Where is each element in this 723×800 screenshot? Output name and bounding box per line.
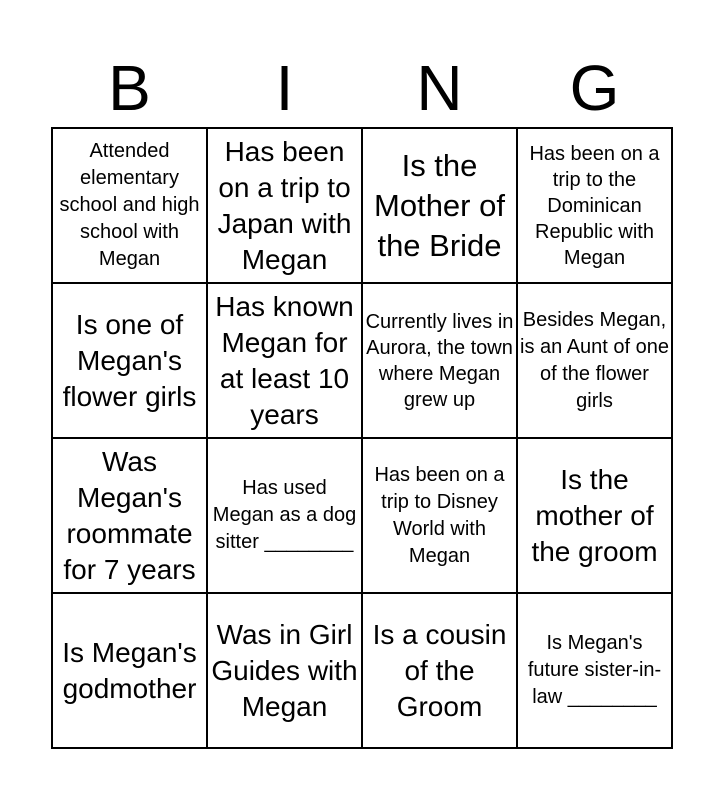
bingo-cell-text: Has been on a trip to Disney World with Megan <box>374 463 505 567</box>
bingo-header <box>52 48 672 128</box>
header-letter-b: B <box>108 52 151 124</box>
header-letter-i: I <box>275 52 294 124</box>
bingo-cell-text: Is the Mother of the Bride <box>374 147 505 263</box>
bingo-cell-text: Was in Girl Guides with Megan <box>211 618 358 722</box>
bingo-cell-text: Is one of Megan's flower girls <box>62 308 197 412</box>
bingo-cell-7[interactable] <box>363 284 518 439</box>
bingo-cell-text: Currently lives in Aurora, the town where Megan grew up <box>365 310 514 411</box>
bingo-cell-4[interactable] <box>518 129 673 284</box>
bingo-cell-text: Is Megan's godmother <box>62 636 197 704</box>
header-letter-n: N <box>416 52 463 124</box>
bingo-cell-13[interactable] <box>53 594 208 749</box>
bingo-cell-9[interactable] <box>53 439 208 594</box>
bingo-cell-text: Has used Megan as a dog sitter ________ <box>212 477 357 553</box>
bingo-cell-11[interactable] <box>363 439 518 594</box>
bingo-cell-16[interactable] <box>518 594 673 749</box>
bingo-cell-text: Has been on a trip to Japan with Megan <box>217 135 352 275</box>
bingo-cell-text: Has been on a trip to the Dominican Republic with Megan <box>529 142 660 269</box>
bingo-cell-text: Attended elementary school and high school with Megan <box>59 140 200 270</box>
bingo-cell-12[interactable] <box>518 439 673 594</box>
bingo-cell-6[interactable] <box>208 284 363 439</box>
bingo-cell-text: Is Megan's future sister-in-law ________ <box>527 632 662 708</box>
bingo-cell-text: Has known Megan for at least 10 years <box>215 290 354 430</box>
bingo-cell-text: Is the mother of the groom <box>531 463 658 567</box>
bingo-cell-14[interactable] <box>208 594 363 749</box>
bingo-cell-3[interactable] <box>363 129 518 284</box>
bingo-card-grid <box>51 127 673 749</box>
bingo-cell-10[interactable] <box>208 439 363 594</box>
bingo-cell-text: Besides Megan, is an Aunt of one of the flower girls <box>520 308 670 412</box>
bingo-cell-text: Was Megan's roommate for 7 years <box>63 445 196 585</box>
bingo-cell-1[interactable] <box>53 129 208 284</box>
bingo-cell-5[interactable] <box>53 284 208 439</box>
bingo-cell-8[interactable] <box>518 284 673 439</box>
bingo-cell-2[interactable] <box>208 129 363 284</box>
bingo-cell-15[interactable] <box>363 594 518 749</box>
header-letter-g: G <box>569 52 620 124</box>
bingo-cell-text: Is a cousin of the Groom <box>372 618 507 722</box>
